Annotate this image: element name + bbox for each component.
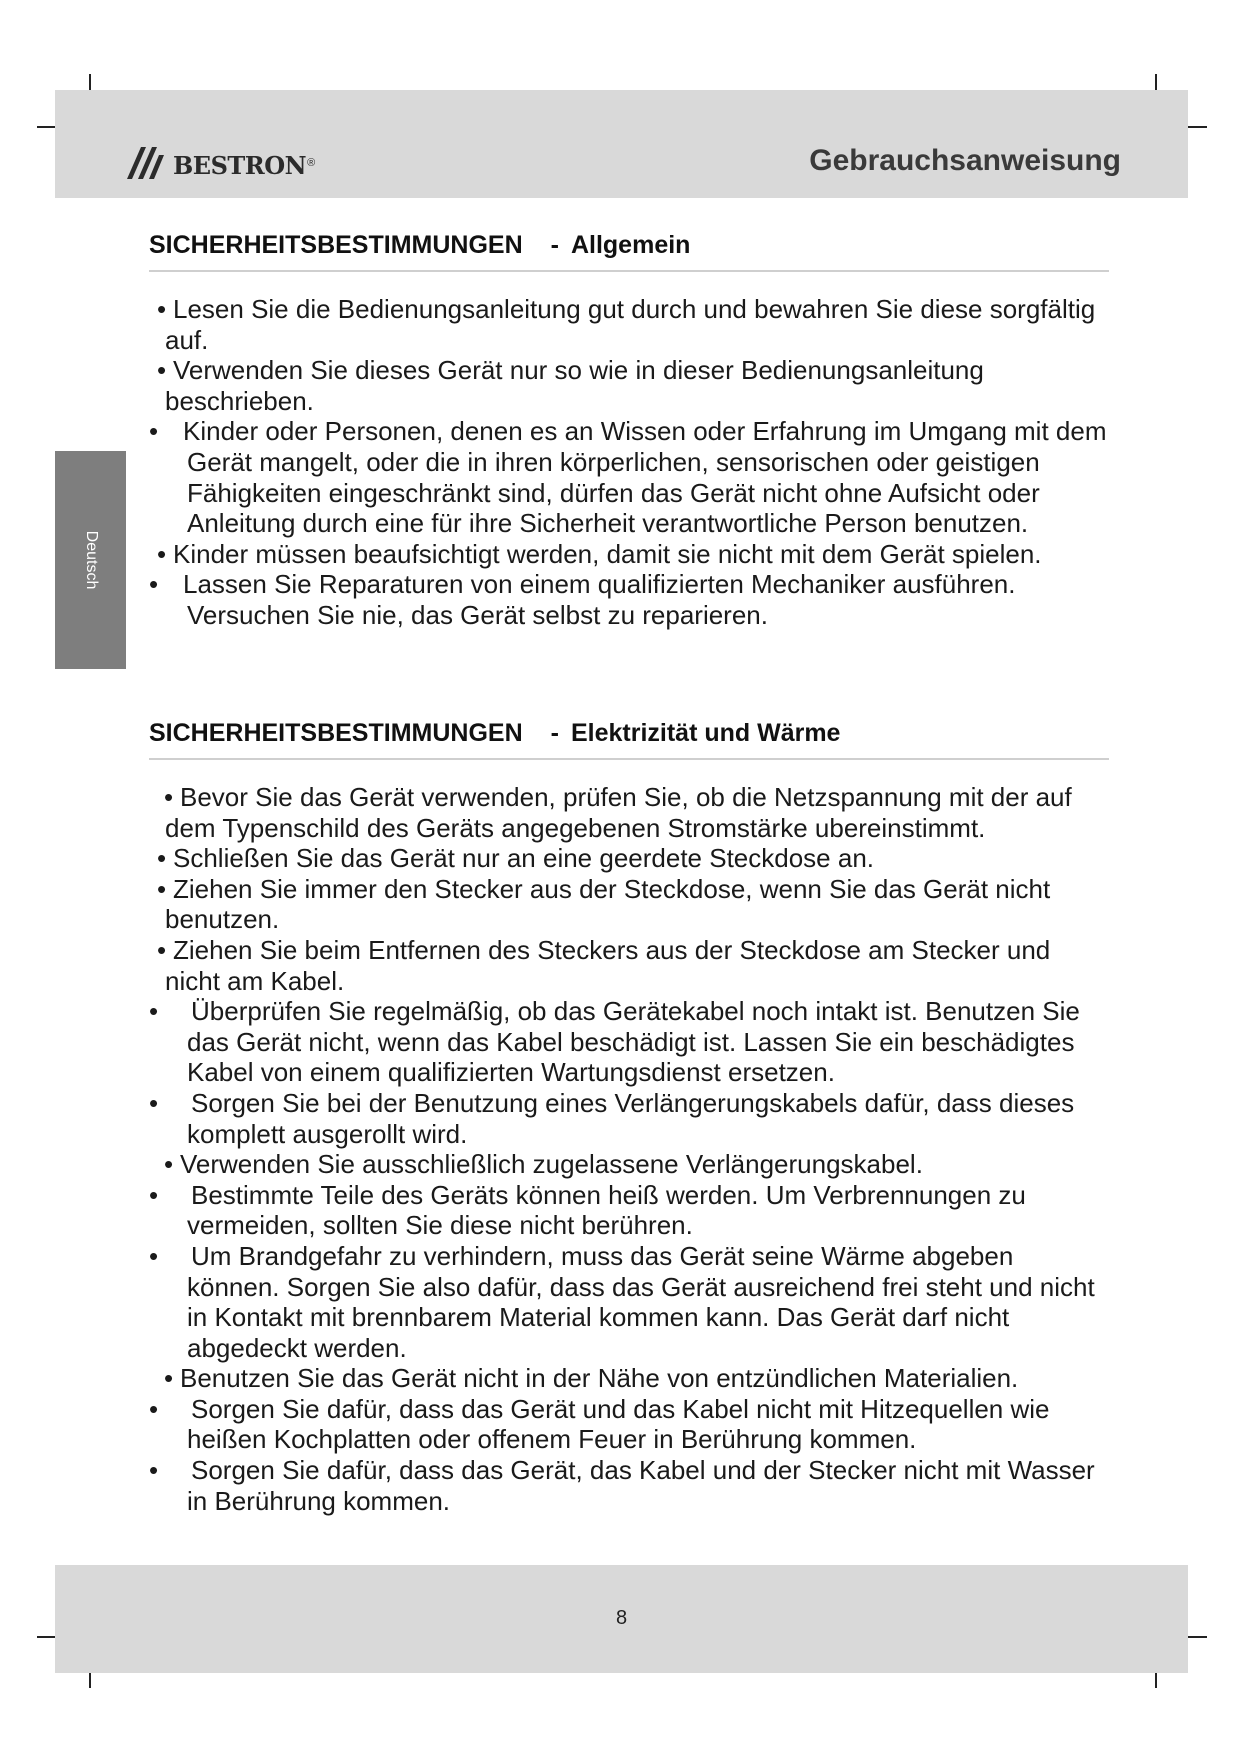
list-item-text: Sorgen Sie bei der Benutzung eines Verlängerungskabels dafür, dass dieses komplett ausgerollt wird.: [187, 1087, 1075, 1149]
bullet-list: [149, 294, 1109, 631]
heading-separator: -: [550, 231, 559, 259]
bullet-icon: •: [157, 843, 167, 874]
bullet-icon: •: [157, 934, 167, 965]
list-item: [149, 935, 1109, 996]
language-tab: [55, 451, 126, 669]
footer-band: [55, 1565, 1188, 1673]
bullet-icon: •: [164, 1149, 174, 1180]
list-item-text: Kinder müssen beaufsichtigt werden, damit sie nicht mit dem Gerät spielen.: [173, 538, 1042, 569]
bullet-icon: •: [157, 355, 167, 386]
brand-logo: [125, 140, 315, 186]
list-item: [149, 1088, 1109, 1149]
bullet-icon: •: [164, 782, 174, 812]
document-title: Gebrauchsanweisung: [809, 144, 1121, 177]
bullet-icon: •: [157, 538, 167, 569]
list-item-text: Verwenden Sie dieses Gerät nur so wie in dieser Bedienungsanleitung beschrieben.: [165, 355, 984, 416]
list-item: [149, 1180, 1109, 1241]
heading-main: SICHERHEITSBESTIMMUNGEN: [149, 231, 523, 259]
bullet-icon: •: [149, 1455, 159, 1486]
list-item-text: Ziehen Sie immer den Stecker aus der Steckdose, wenn Sie das Gerät nicht benutzen.: [165, 873, 1051, 935]
section-electricity-heat: [149, 719, 1109, 1516]
list-item-text: Sorgen Sie dafür, dass das Gerät und das Kabel nicht mit Hitzequellen wie heißen Kochplatten oder offenem Feuer in Berührung kommen.: [187, 1393, 1050, 1455]
list-item: [149, 355, 1109, 416]
list-item: [149, 874, 1109, 935]
language-label: Deutsch: [82, 530, 100, 590]
list-item-text: Verwenden Sie ausschließlich zugelassene Verlängerungskabel.: [180, 1149, 923, 1180]
section-heading: [149, 231, 1109, 272]
list-item: [149, 1394, 1109, 1455]
list-item-text: Ziehen Sie beim Entfernen des Steckers aus der Steckdose am Stecker und nicht am Kabel.: [165, 934, 1051, 996]
list-item-text: Sorgen Sie dafür, dass das Gerät, das Kabel und der Stecker nicht mit Wasser in Berührung kommen.: [187, 1455, 1095, 1516]
bullet-icon: •: [157, 294, 167, 324]
list-item-text: Bestimmte Teile des Geräts können heiß werden. Um Verbrennungen zu vermeiden, sollten Sie diese nicht berühren.: [187, 1179, 1026, 1241]
list-item: [149, 1363, 1109, 1394]
chevron-logo-icon: [125, 143, 167, 183]
page-number: 8: [615, 1607, 628, 1629]
bullet-icon: •: [157, 873, 167, 904]
bullet-icon: •: [149, 1179, 159, 1210]
bullet-icon: •: [149, 416, 159, 447]
list-item-text: Schließen Sie das Gerät nur an eine geerdete Steckdose an.: [173, 843, 874, 874]
bullet-icon: •: [149, 1393, 159, 1424]
list-item: [149, 1241, 1109, 1363]
heading-sub: Allgemein: [570, 231, 691, 259]
list-item: [149, 782, 1109, 843]
section-general: [149, 231, 1109, 631]
heading-separator: -: [550, 719, 559, 747]
list-item-text: Benutzen Sie das Gerät nicht in der Nähe von entzündlichen Materialien.: [180, 1363, 1019, 1394]
list-item: [149, 569, 1109, 630]
bullet-list: [149, 782, 1109, 1516]
list-item-text: Kinder oder Personen, denen es an Wissen oder Erfahrung im Umgang mit dem Gerät mangelt, oder die in ihren körperlichen, sensorischen oder geistigen Fähigkeiten eingeschränkt sind, dürfen das Gerät nicht ohne Aufsicht oder Anleitung durch eine für ihre Sicherheit verantwortliche Person benutzen.: [183, 416, 1107, 539]
list-item: [149, 1149, 1109, 1180]
bullet-icon: •: [149, 996, 159, 1027]
bullet-icon: •: [149, 569, 159, 600]
list-item: [149, 294, 1109, 355]
list-item-text: Lesen Sie die Bedienungsanleitung gut durch und bewahren Sie diese sorgfältig auf.: [165, 294, 1096, 355]
list-item: [149, 539, 1109, 570]
bullet-icon: •: [164, 1363, 174, 1394]
section-heading: [149, 719, 1109, 760]
list-item-text: Um Brandgefahr zu verhindern, muss das Gerät seine Wärme abgeben können. Sorgen Sie also dafür, dass das Gerät ausreichend frei steht und nicht in Kontakt mit brennbarem Material kommen kann. Das Gerät darf nicht abgedeckt werden.: [187, 1240, 1095, 1363]
list-item-text: Überprüfen Sie regelmäßig, ob das Gerätekabel noch intakt ist. Benutzen Sie das Gerät nicht, wenn das Kabel beschädigt ist. Lassen Sie ein beschädigtes Kabel von einem qualifizierten Wartungsdienst ersetzen.: [187, 996, 1080, 1088]
logo-text: bestron: [173, 143, 307, 183]
list-item: [149, 996, 1109, 1088]
heading-sub: Elektrizität und Wärme: [570, 719, 841, 747]
heading-main: SICHERHEITSBESTIMMUNGEN: [149, 719, 523, 747]
list-item: [149, 1455, 1109, 1516]
list-item-text: Bevor Sie das Gerät verwenden, prüfen Sie, ob die Netzspannung mit der auf dem Typenschild des Geräts angegebenen Stromstärke ubereinstimmt.: [165, 782, 1072, 843]
list-item-text: Lassen Sie Reparaturen von einem qualifizierten Mechaniker ausführen. Versuchen Sie nie, das Gerät selbst zu reparieren.: [183, 569, 1016, 630]
list-item: [149, 843, 1109, 874]
registered-mark: ®: [307, 157, 316, 169]
bullet-icon: •: [149, 1087, 159, 1118]
list-item: [149, 416, 1109, 538]
bullet-icon: •: [149, 1240, 159, 1271]
